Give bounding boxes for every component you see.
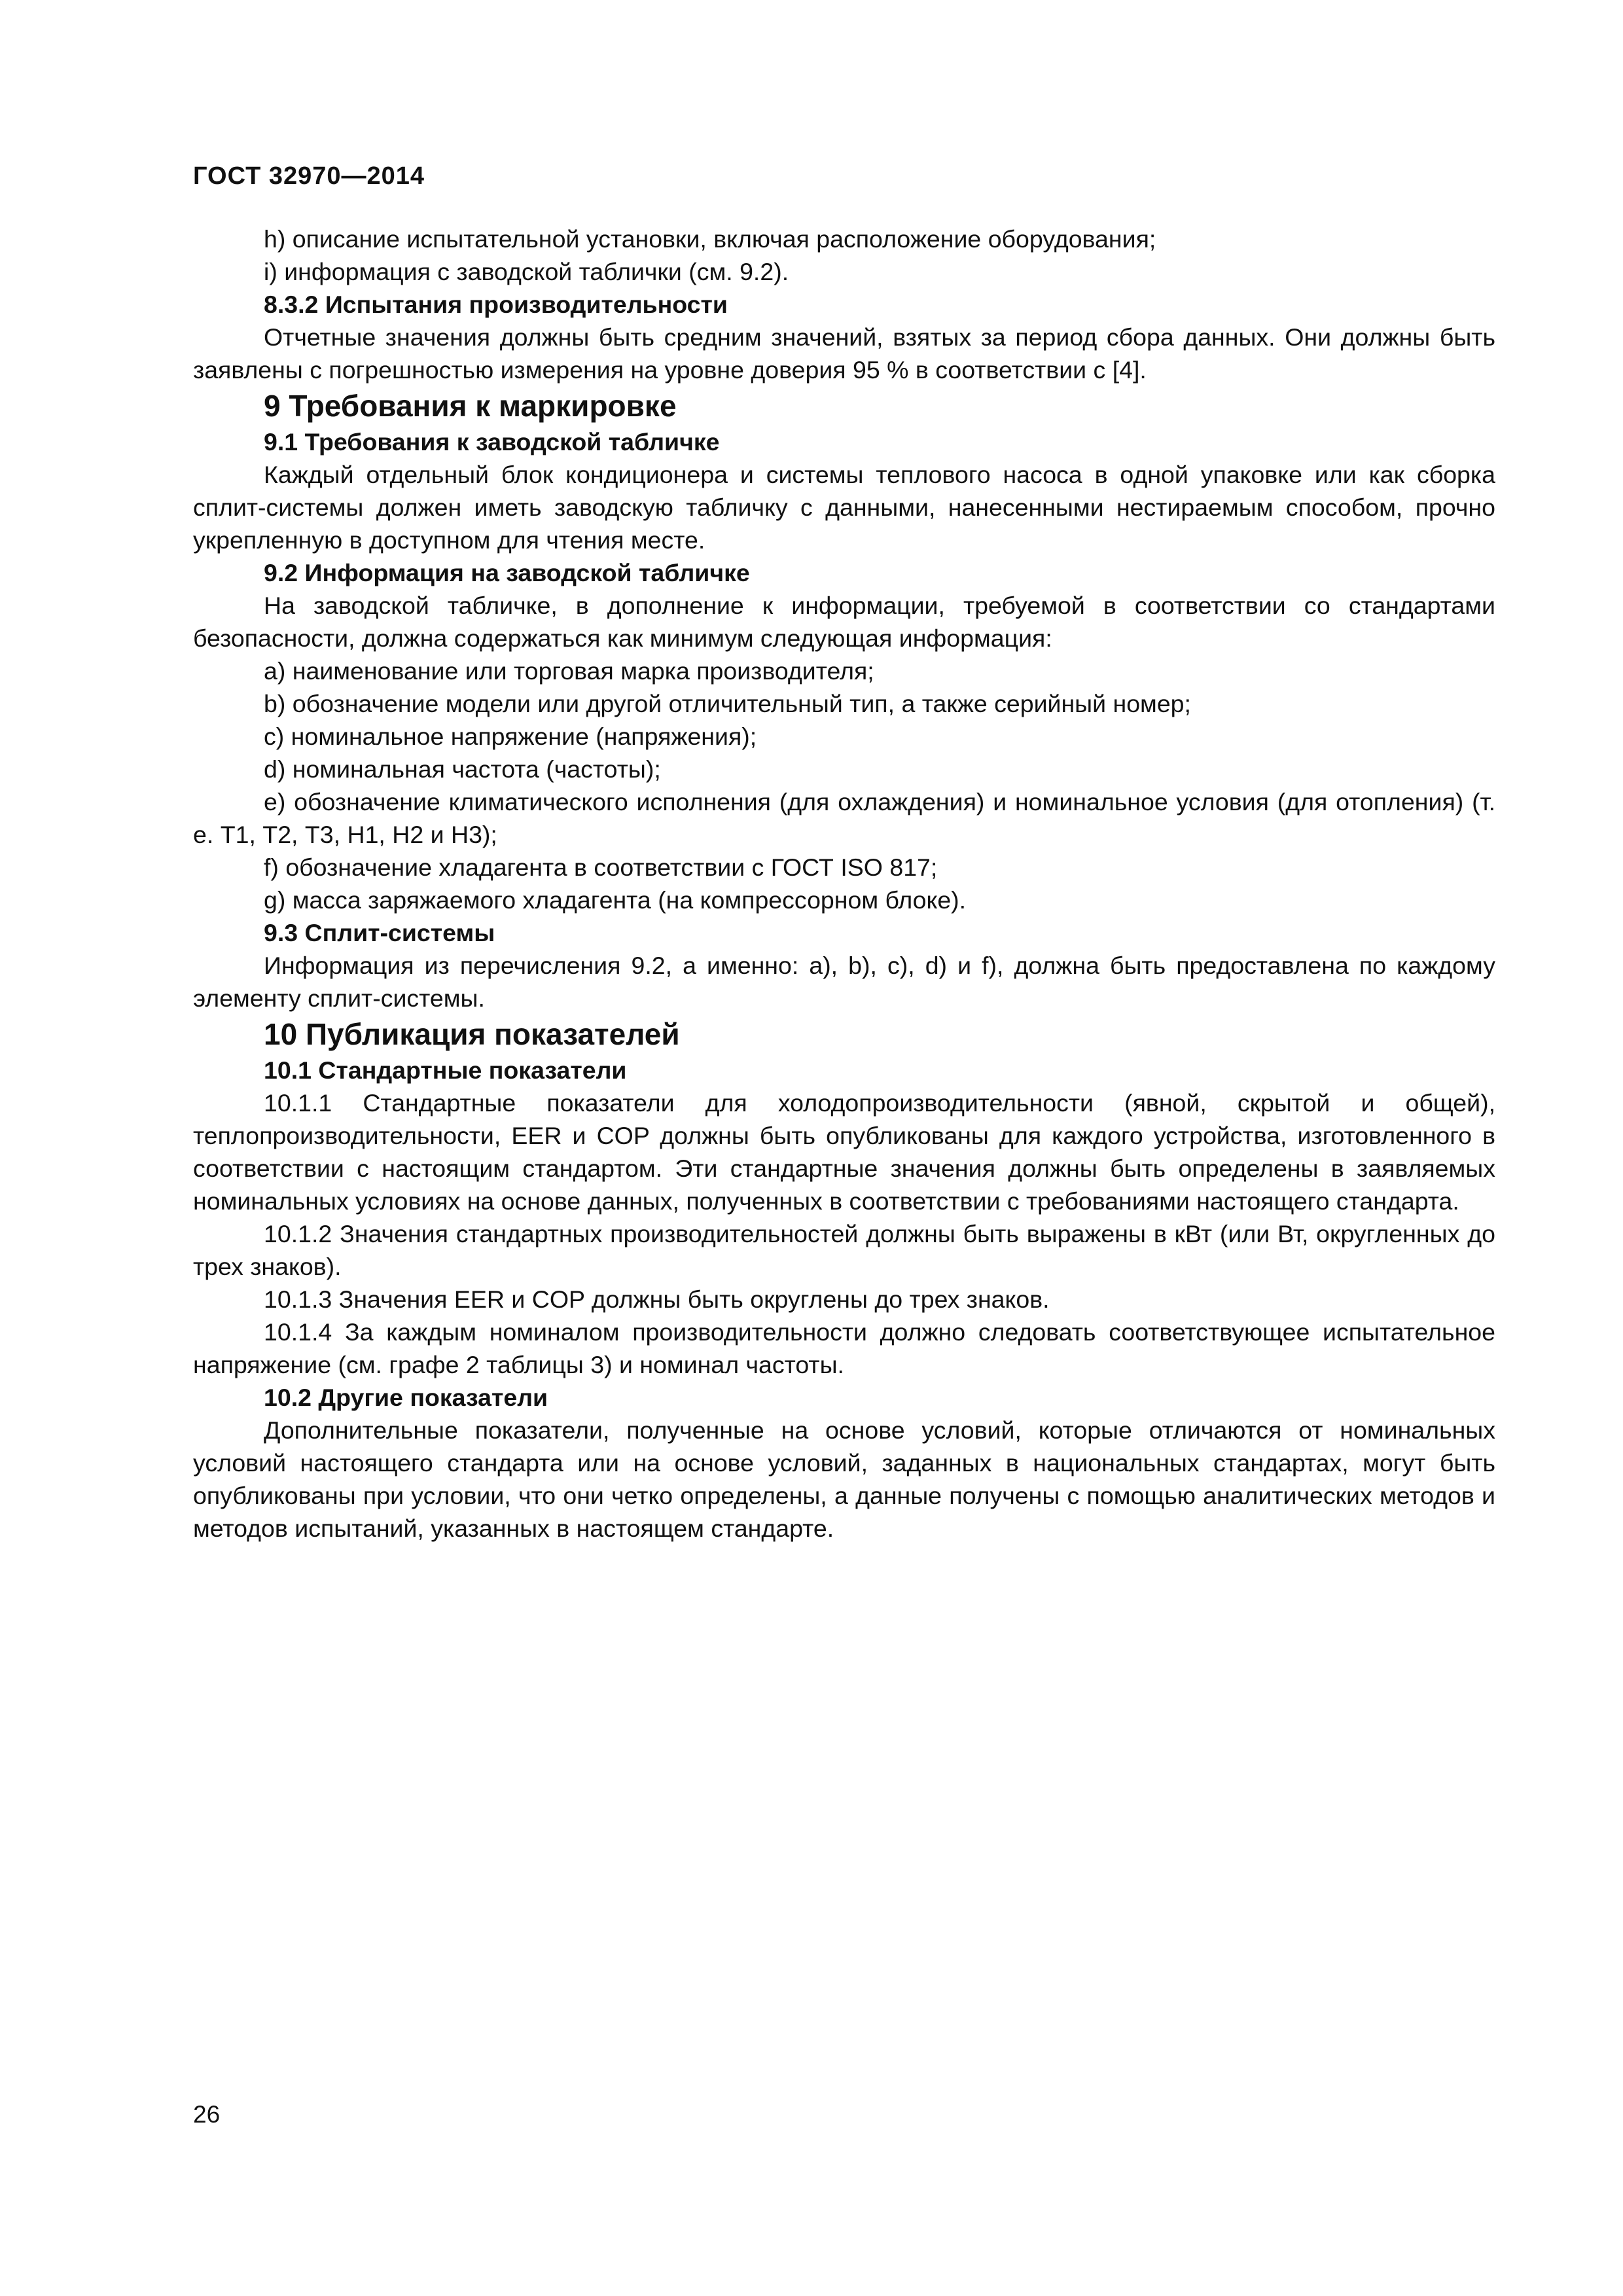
paragraph-10-1-2: 10.1.2 Значения стандартных производительностей должны быть выражены в кВт (или Вт, округленных до трех знаков). bbox=[193, 1220, 1495, 1280]
subsection-title-9-3: 9.3 Сплит-системы bbox=[264, 919, 495, 946]
list-item-a: a) наименование или торговая марка производителя; bbox=[264, 657, 874, 685]
list-item-h: h) описание испытательной установки, включая расположение оборудования; bbox=[264, 225, 1156, 253]
paragraph-10-1-1: 10.1.1 Стандартные показатели для холодопроизводительности (явной, скрытой и общей), теплопроизводительности, EER и COP должны быть опубликованы для каждого устройства, изготовленного в соответствии с настоящим стандартом. Эти стандартные значения должны быть определены в заявляемых номинальных условиях на основе данных, полученных в соответствии с требованиями настоящего стандарта. bbox=[193, 1089, 1495, 1215]
list-item-g: g) масса заряжаемого хладагента (на компрессорном блоке). bbox=[264, 886, 967, 914]
list-item-c: c) номинальное напряжение (напряжения); bbox=[264, 723, 757, 750]
list-item-i: i) информация с заводской таблички (см. 9.2). bbox=[264, 258, 789, 285]
page-number: 26 bbox=[193, 2101, 221, 2128]
subsection-title-9-1: 9.1 Требования к заводской табличке bbox=[264, 428, 720, 456]
paragraph-10-1-4: 10.1.4 За каждым номиналом производительности должно следовать соответствующее испытательное напряжение (см. графе 2 таблицы 3) и номинал частоты. bbox=[193, 1318, 1495, 1378]
subsection-title-9-2: 9.2 Информация на заводской табличке bbox=[264, 559, 750, 586]
paragraph-10-1-3: 10.1.3 Значения EER и COP должны быть округлены до трех знаков. bbox=[264, 1285, 1050, 1313]
section-title-9: 9 Требования к маркировке bbox=[264, 389, 677, 423]
section-title-10: 10 Публикация показателей bbox=[264, 1017, 680, 1051]
paragraph-9-1: Каждый отдельный блок кондиционера и системы теплового насоса в одной упаковке или как сборка сплит-системы должен иметь заводскую табличку с данными, нанесенными нестираемым способом, прочно укрепленную в доступном для чтения месте. bbox=[193, 461, 1495, 554]
paragraph-9-2: На заводской табличке, в дополнение к информации, требуемой в соответствии со стандартами безопасности, должна содержаться как минимум следующая информация: bbox=[193, 592, 1495, 652]
list-item-d: d) номинальная частота (частоты); bbox=[264, 755, 661, 783]
subsection-title-8-3-2: 8.3.2 Испытания производительности bbox=[264, 291, 728, 318]
list-item-b: b) обозначение модели или другой отличительный тип, а также серийный номер; bbox=[264, 690, 1191, 717]
subsection-title-10-2: 10.2 Другие показатели bbox=[264, 1384, 548, 1411]
document-body bbox=[193, 223, 1495, 1545]
subsection-title-10-1: 10.1 Стандартные показатели bbox=[264, 1056, 627, 1084]
paragraph-10-2: Дополнительные показатели, полученные на основе условий, которые отличаются от номинальных условий настоящего стандарта или на основе условий, заданных в национальных стандартах, могут быть опубликованы при условии, что они четко определены, а данные получены с помощью аналитических методов и методов испытаний, указанных в настоящем стандарте. bbox=[193, 1416, 1495, 1542]
paragraph-9-3: Информация из перечисления 9.2, а именно: a), b), c), d) и f), должна быть предоставлена по каждому элементу сплит-системы. bbox=[193, 952, 1495, 1012]
list-item-e: e) обозначение климатического исполнения (для охлаждения) и номинальное условия (для отопления) (т. е. Т1, Т2, Т3, Н1, Н2 и Н3); bbox=[193, 788, 1495, 848]
list-item-f: f) обозначение хладагента в соответствии с ГОСТ ISO 817; bbox=[264, 853, 938, 881]
document-header: ГОСТ 32970—2014 bbox=[193, 162, 425, 190]
paragraph-8-3-2: Отчетные значения должны быть средним значений, взятых за период сбора данных. Они должны быть заявлены с погрешностью измерения на уровне доверия 95 % в соответствии с [4]. bbox=[193, 323, 1495, 384]
